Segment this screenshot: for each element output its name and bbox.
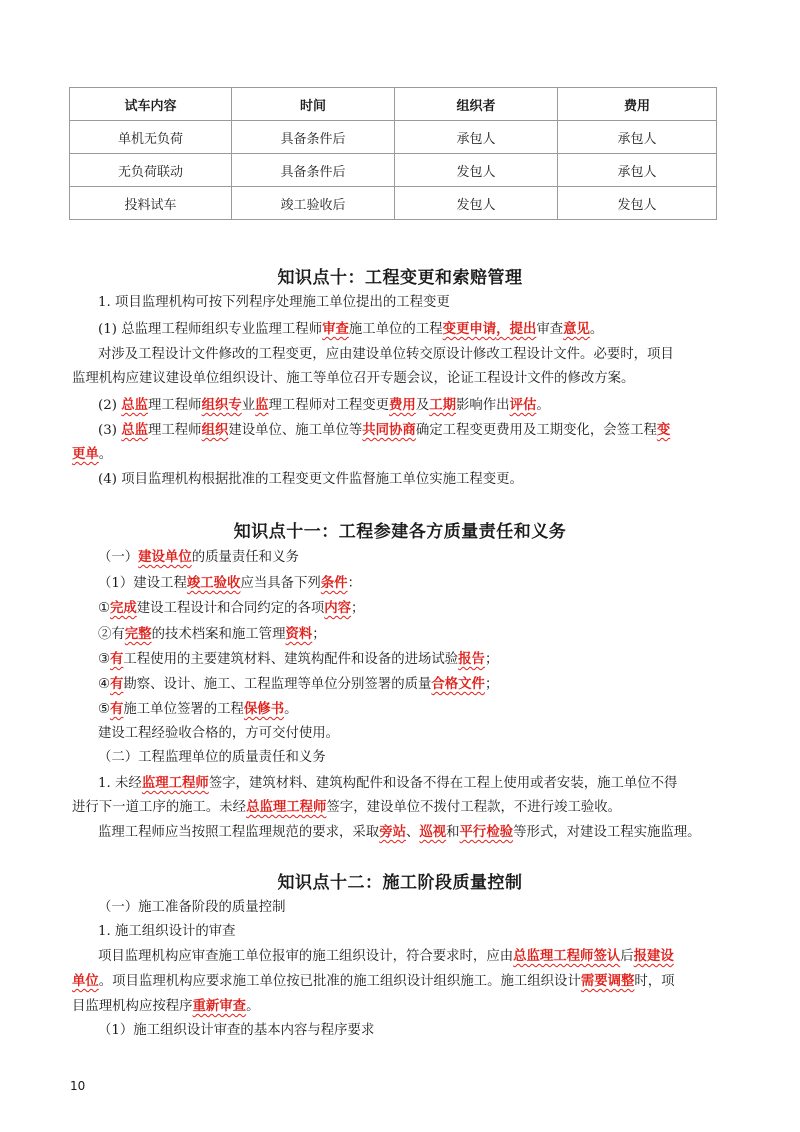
highlighted-keyword: 共同协商 (362, 422, 416, 438)
list-item (98, 699, 297, 720)
text-run: （1）建设工程 (98, 576, 187, 591)
text-run: 监理工程师应当按照工程监理规范的要求，采取 (98, 825, 380, 840)
highlighted-keyword: 保修书 (243, 701, 285, 717)
text-run: 进行下一道工序的施工。未经 (72, 800, 247, 815)
table-cell: 承包人 (558, 121, 717, 154)
highlighted-keyword: 更单 (72, 446, 99, 462)
highlighted-keyword: 组织专 (201, 397, 242, 413)
paragraph: (4) 项目监理机构根据批准的工程变更文件监督施工单位实施工程变更。 (98, 472, 523, 487)
highlighted-keyword: 需要调整 (580, 973, 635, 989)
highlighted-keyword: 报告 (458, 651, 485, 667)
list-item (98, 624, 326, 645)
text-run: 理工程师 (148, 398, 202, 413)
list-item (98, 649, 498, 670)
text-run: 施工单位的工程 (348, 322, 443, 337)
table-header-cell: 时间 (232, 88, 395, 121)
paragraph (98, 420, 670, 441)
highlighted-keyword: 巡视 (419, 824, 447, 840)
highlighted-keyword: 总监 (121, 397, 149, 413)
text-run: 。 (589, 322, 604, 337)
highlighted-keyword: 监理工程师 (141, 775, 209, 791)
text-run: 及 (415, 398, 430, 413)
text-run: 目监理机构应按程序 (72, 999, 193, 1014)
paragraph (98, 773, 677, 794)
table-cell: 发包人 (395, 154, 558, 187)
text-run: 时，项 (634, 974, 675, 989)
paragraph: 1. 施工组织设计的审查 (98, 924, 236, 939)
highlighted-keyword: 报建设 (633, 948, 674, 964)
text-run: 勘察、设计、施工、工程监理等单位分别签署的质量 (123, 677, 432, 692)
paragraph: （二）工程监理单位的质量责任和义务 (98, 750, 326, 765)
paragraph: 建设工程经验收合格的，方可交付使用。 (98, 726, 340, 741)
highlighted-keyword: 平行检验 (459, 824, 514, 840)
highlighted-keyword: 资料 (285, 626, 313, 642)
highlighted-keyword: 内容 (324, 600, 352, 616)
text-run: 理工程师 (148, 423, 202, 438)
table-cell: 竣工验收后 (232, 187, 395, 220)
highlighted-keyword: 总监 (121, 422, 149, 438)
highlighted-keyword: 重新审查 (192, 998, 247, 1014)
highlighted-keyword: 意见 (563, 321, 590, 337)
table-header-cell: 费用 (558, 88, 717, 121)
text-run: ③ (98, 652, 111, 667)
text-run: 。 (98, 447, 113, 462)
section-heading-10: 知识点十：工程变更和索赔管理 (277, 268, 523, 288)
text-run: 签字，建设单位不拨付工程款，不进行竣工验收。 (326, 800, 622, 815)
highlighted-keyword: 总监理工程师 (246, 799, 327, 815)
highlighted-keyword: 评估 (509, 397, 537, 413)
text-run: 工程使用的主要建筑材料、建筑构配件和设备的进场试验 (123, 652, 459, 667)
list-item (98, 674, 498, 695)
text-run: 和 (446, 825, 460, 840)
text-run: ： (347, 576, 361, 591)
text-run: ； (484, 652, 499, 667)
text-run: 建设工程设计和合同约定的各项 (136, 601, 325, 616)
highlighted-keyword: 旁站 (379, 824, 406, 840)
text-run: ②有 (98, 627, 125, 642)
text-run: 的质量责任和义务 (191, 550, 299, 565)
highlighted-keyword: 审查 (322, 321, 349, 337)
highlighted-keyword: 变 (656, 422, 671, 438)
text-run: ； (312, 627, 326, 642)
highlighted-keyword: 完成 (110, 600, 137, 616)
section-heading-11: 知识点十一：工程参建各方质量责任和义务 (233, 522, 567, 542)
highlighted-keyword: 完整 (124, 626, 152, 642)
paragraph: （1）施工组织设计审查的基本内容与程序要求 (98, 1023, 375, 1038)
table-row (70, 154, 717, 187)
text-run: ④ (98, 677, 111, 692)
highlighted-keyword: 工期 (429, 397, 456, 413)
highlighted-keyword: 竣工验收 (186, 575, 241, 591)
highlighted-keyword: 总监理工程师签认 (513, 948, 621, 964)
highlighted-keyword: 提出 (509, 321, 537, 337)
paragraph (98, 395, 550, 416)
highlighted-keyword: 监 (255, 397, 269, 413)
paragraph: 1. 项目监理机构可按下列程序处理施工单位提出的工程变更 (98, 295, 450, 310)
text-run: 影响作出 (456, 398, 510, 413)
text-run: 项目监理机构应审查施工单位报审的施工组织设计，符合要求时，应由 (98, 949, 514, 964)
paragraph (98, 822, 701, 843)
text-run: 1. 未经 (98, 776, 142, 791)
text-run: ； (351, 601, 365, 616)
table-row (70, 187, 717, 220)
table-cell: 发包人 (395, 187, 558, 220)
text-run: 施工单位签署的工程 (123, 702, 244, 717)
text-run: 理工程师对工程变更 (268, 398, 390, 413)
table-cell: 发包人 (558, 187, 717, 220)
highlighted-keyword: 有 (110, 676, 124, 692)
section-heading-12: 知识点十二：施工阶段质量控制 (277, 873, 523, 893)
text-run: 。 (284, 702, 298, 717)
text-run: 。 (536, 398, 550, 413)
text-run: (1) 总监理工程师组织专业监理工程师 (98, 322, 323, 337)
page-number: 10 (70, 1079, 86, 1093)
table-cell: 承包人 (558, 154, 717, 187)
paragraph (98, 946, 674, 967)
text-run: 签字，建筑材料、建筑构配件和设备不得在工程上使用或者安装，施工单位不得 (208, 776, 678, 791)
highlighted-keyword: 费用 (389, 397, 416, 413)
highlighted-keyword: 有 (110, 701, 124, 717)
highlighted-keyword: 变更申请 (442, 321, 497, 337)
text-run: 业 (241, 398, 256, 413)
highlighted-keyword: 合格文件 (431, 676, 485, 692)
paragraph-continuation (72, 797, 621, 818)
table-cell: 无负荷联动 (70, 154, 232, 187)
text-run: 、 (405, 825, 420, 840)
text-run: 建设单位、施工单位等 (228, 423, 363, 438)
text-run: 。 (246, 999, 260, 1014)
text-run: ① (98, 601, 111, 616)
paragraph-continuation (72, 971, 675, 992)
text-run: （一） (98, 550, 139, 565)
table-header-row (70, 88, 717, 121)
text-run: 。项目监理机构应要求施工单位按已批准的施工组织设计组织施工。施工组织设计 (98, 974, 581, 989)
list-item (98, 598, 364, 619)
table-cell: 单机无负荷 (70, 121, 232, 154)
table-header-cell: 组织者 (395, 88, 558, 121)
highlighted-keyword: 有 (110, 651, 124, 667)
text-run: (3) (98, 423, 122, 438)
paragraph: （一）施工准备阶段的质量控制 (98, 900, 286, 915)
text-run: (2) (98, 398, 122, 413)
paragraph-continuation (72, 996, 259, 1017)
trial-run-table (69, 87, 717, 220)
table-row (70, 121, 717, 154)
text-run: 审查 (536, 322, 564, 337)
paragraph-continuation (72, 444, 112, 465)
table-header-cell: 试车内容 (70, 88, 232, 121)
highlighted-keyword: 条件 (320, 575, 348, 591)
table-cell: 投料试车 (70, 187, 232, 220)
text-run: 确定工程变更费用及工期变化，会签工程 (415, 423, 657, 438)
table-cell: 具备条件后 (232, 121, 395, 154)
table-cell: 具备条件后 (232, 154, 395, 187)
text-run: ⑤ (98, 702, 111, 717)
highlighted-keyword: 单位 (72, 973, 99, 989)
paragraph: 对涉及工程设计文件修改的工程变更，应由建设单位转交原设计修改工程设计文件。必要时，项目 (98, 347, 674, 362)
text-run: ； (484, 677, 499, 692)
paragraph (98, 547, 299, 568)
highlighted-keyword: ， (496, 321, 510, 337)
table-cell: 承包人 (395, 121, 558, 154)
text-run: 后 (620, 949, 634, 964)
paragraph-continuation: 监理机构应建议建设单位组织设计、施工等单位召开专题会议，论证工程设计文件的修改方案。 (72, 371, 635, 386)
highlighted-keyword: 建设单位 (138, 549, 192, 565)
highlighted-keyword: 组织 (201, 422, 229, 438)
paragraph (98, 319, 603, 340)
text-run: 的技术档案和施工管理 (151, 627, 286, 642)
text-run: 应当具备下列 (240, 576, 321, 591)
paragraph (98, 573, 361, 594)
text-run: 等形式，对建设工程实施监理。 (513, 825, 701, 840)
